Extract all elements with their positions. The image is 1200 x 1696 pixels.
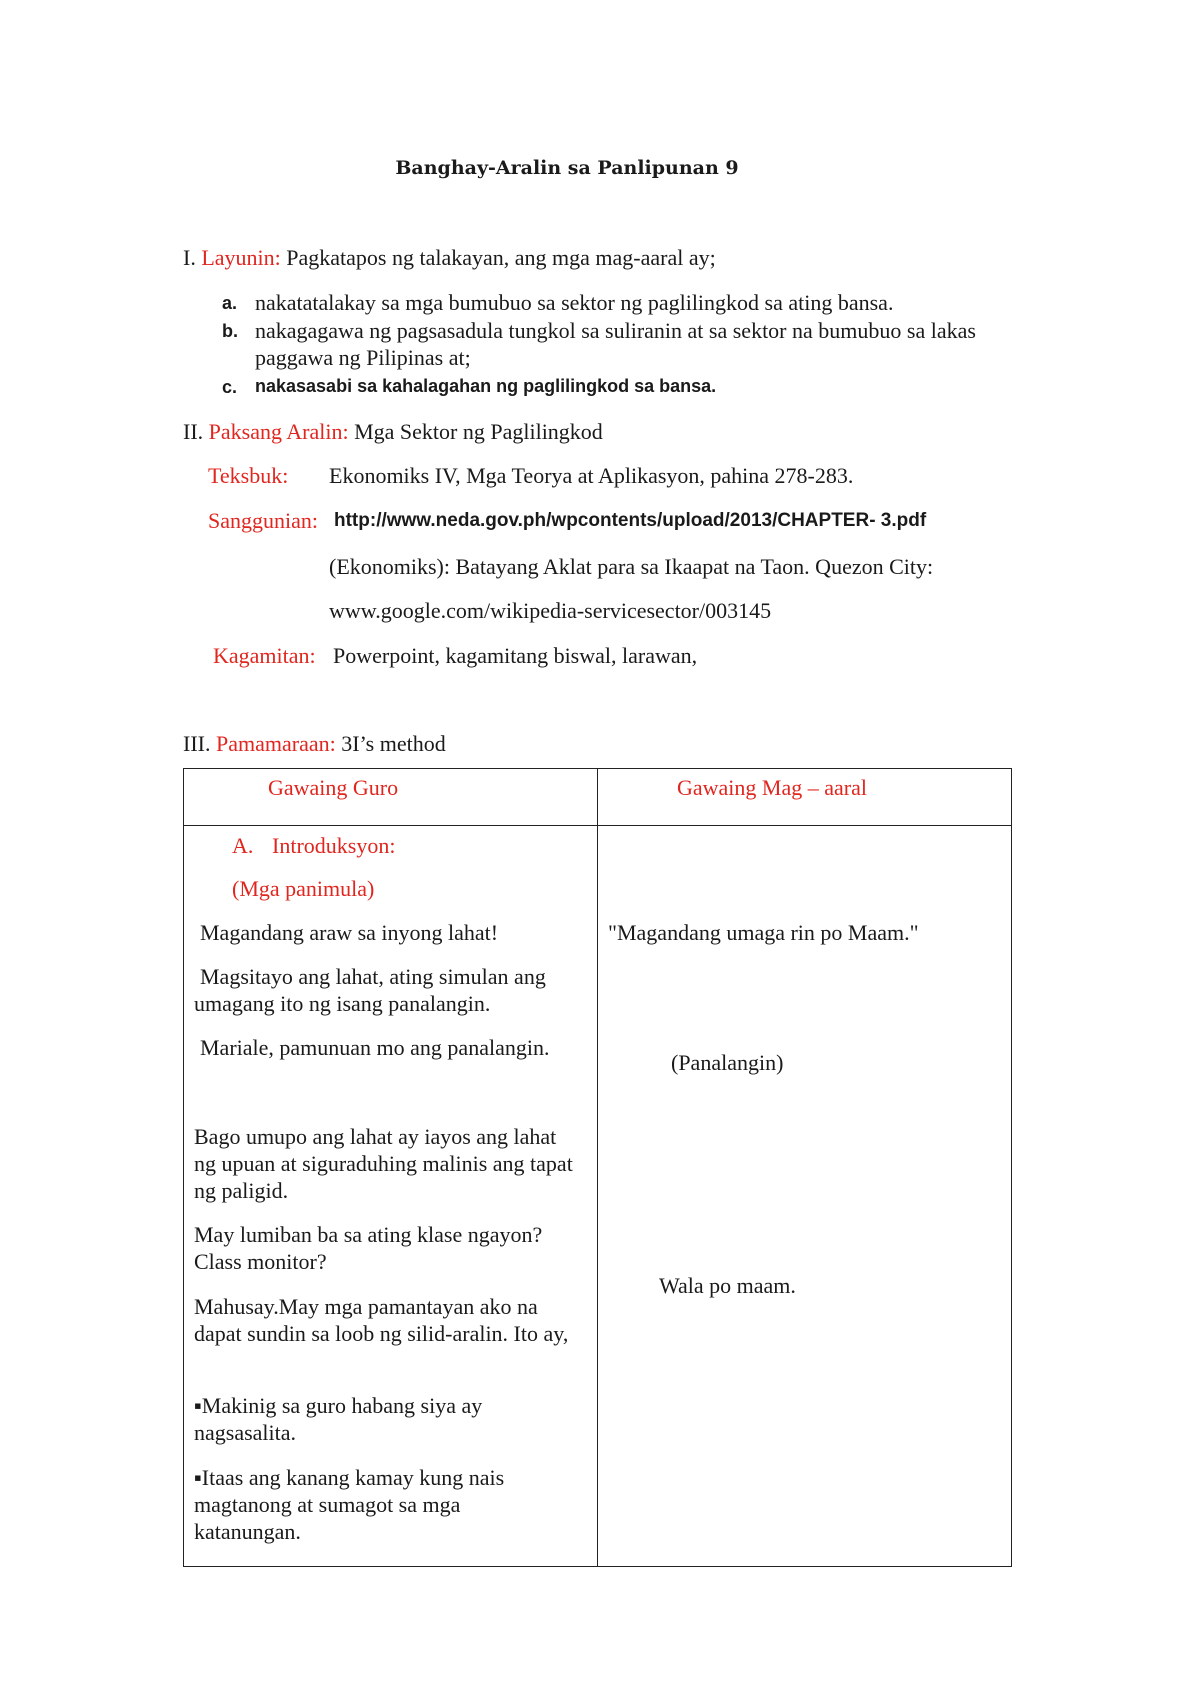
section-number: III. bbox=[183, 731, 211, 756]
kagamitan-label: Kagamitan: bbox=[213, 643, 316, 668]
sanggunian-line: (Ekonomiks): Batayang Aklat para sa Ikaapat na Taon. Quezon City: bbox=[329, 554, 934, 579]
guro-cell bbox=[184, 826, 598, 1567]
section-pamamaraan bbox=[183, 730, 446, 758]
guro-line: Mahusay.May mga pamantayan ako na dapat sundin sa loob ng silid-aralin. Ito ay, bbox=[194, 1294, 569, 1346]
section-label: Paksang Aralin: bbox=[208, 419, 349, 444]
section-text: 3I’s method bbox=[341, 731, 446, 756]
guro-line: Magsitayo ang lahat, ating simulan ang umagang ito ng isang panalangin. bbox=[194, 964, 546, 1016]
sanggunian-line: www.google.com/wikipedia-servicesector/003145 bbox=[329, 598, 772, 623]
section-layunin bbox=[183, 244, 716, 272]
teksbuk-text: Ekonomiks IV, Mga Teorya at Aplikasyon, pahina 278-283. bbox=[329, 463, 854, 488]
page-title: Banghay-Aralin sa Panlipunan 9 bbox=[395, 157, 739, 179]
section-label: Pamamaraan: bbox=[215, 731, 336, 756]
section-paksang-aralin bbox=[183, 418, 603, 446]
mag-aaral-line: (Panalangin) bbox=[671, 1050, 784, 1075]
table-row bbox=[184, 826, 1012, 1567]
guro-line: ▪Makinig sa guro habang siya ay nagsasalita. bbox=[194, 1393, 483, 1445]
guro-line: Magandang araw sa inyong lahat! bbox=[200, 920, 499, 945]
guro-line: ▪Itaas ang kanang kamay kung nais magtanong at sumagot sa mga katanungan. bbox=[194, 1465, 505, 1544]
objective-letter: a. bbox=[222, 293, 238, 313]
mag-aaral-line: Wala po maam. bbox=[659, 1273, 796, 1298]
section-text: Mga Sektor ng Paglilingkod bbox=[354, 419, 603, 444]
section-number: II. bbox=[183, 419, 204, 444]
intro-sub: (Mga panimula) bbox=[232, 876, 375, 901]
intro-title: Introduksyon: bbox=[272, 833, 396, 858]
section-label: Layunin: bbox=[201, 245, 281, 270]
guro-line: Bago umupo ang lahat ay iayos ang lahat ng upuan at siguraduhing malinis ang tapat ng paligid. bbox=[194, 1124, 573, 1203]
guro-line: Mariale, pamunuan mo ang panalangin. bbox=[200, 1035, 550, 1060]
sanggunian-label: Sanggunian: bbox=[208, 508, 318, 533]
header-gawaing-guro: Gawaing Guro bbox=[184, 769, 598, 826]
section-text: Pagkatapos ng talakayan, ang mga mag-aaral ay; bbox=[286, 245, 716, 270]
objective-letter: b. bbox=[222, 321, 238, 341]
mag-aaral-line: "Magandang umaga rin po Maam." bbox=[608, 920, 919, 945]
teksbuk-label: Teksbuk: bbox=[208, 463, 289, 488]
table-header-row bbox=[184, 769, 1012, 826]
objective-letter: c. bbox=[222, 377, 238, 397]
objective-text: nakatatalakay sa mga bumubuo sa sektor ng paglilingkod sa ating bansa. bbox=[255, 290, 894, 315]
objective-text: nakasasabi sa kahalagahan ng paglilingkod sa bansa. bbox=[255, 376, 717, 396]
header-gawaing-mag-aaral: Gawaing Mag – aaral bbox=[598, 769, 1012, 826]
lesson-plan-table bbox=[183, 768, 1012, 1567]
kagamitan-text: Powerpoint, kagamitang biswal, larawan, bbox=[333, 643, 698, 668]
objective-text: nakagagawa ng pagsasadula tungkol sa suliranin at sa sektor na bumubuo sa lakas paggawa ng Pilipinas at; bbox=[255, 318, 976, 370]
guro-line: May lumiban ba sa ating klase ngayon? Class monitor? bbox=[194, 1222, 543, 1274]
section-number: I. bbox=[183, 245, 196, 270]
sanggunian-url[interactable]: http://www.neda.gov.ph/wpcontents/upload/2013/CHAPTER- 3.pdf bbox=[334, 510, 927, 531]
intro-letter: A. bbox=[232, 833, 254, 858]
mag-aaral-cell bbox=[598, 826, 1012, 1567]
